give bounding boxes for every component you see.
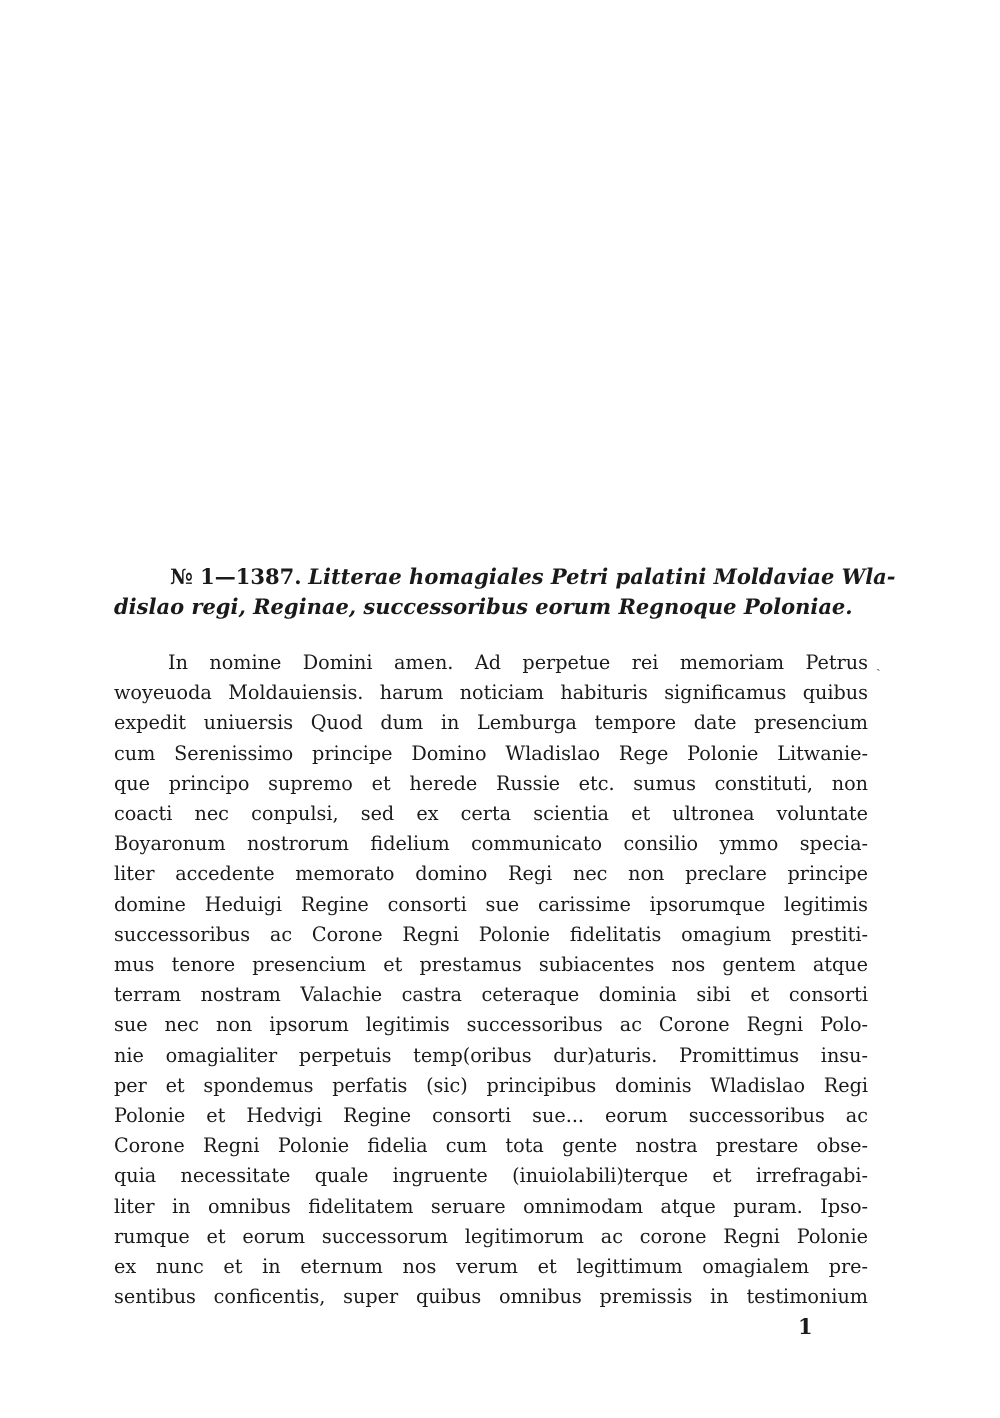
body-line: domine Heduigi Regine consorti sue carissime ipsorumque legitimis [114, 892, 868, 916]
body-line: Boyaronum nostrorum fidelium communicato consilio ymmo specia- [114, 832, 868, 856]
body-line: expedit uniuersis Quod dum in Lemburga tempore date presencium [114, 711, 868, 735]
body-line: cum Serenissimo principe Domino Wladislao Rege Polonie Litwanie- [114, 741, 868, 765]
body-line: Polonie et Hedvigi Regine consorti sue... eorum successoribus ac [114, 1104, 868, 1128]
document-heading [114, 562, 896, 622]
body-line: nie omagialiter perpetuis temp(oribus dur)aturis. Promittimus insu- [114, 1043, 868, 1067]
body-line: terram nostram Valachie castra ceteraque dominia sibi et consorti [114, 983, 868, 1007]
body-line: ex nunc et in eternum nos verum et legittimum omagialem pre- [114, 1255, 868, 1279]
body-line: sue nec non ipsorum legitimis successoribus ac Corone Regni Polo- [114, 1013, 868, 1037]
margin-mark: ˎ [876, 656, 881, 672]
body-line: per et spondemus perfatis (sic) principibus dominis Wladislao Regi [114, 1073, 868, 1097]
document-body [114, 648, 868, 1312]
body-line: successoribus ac Corone Regni Polonie fidelitatis omagium prestiti- [114, 922, 868, 946]
body-line: liter accedente memorato domino Regi nec non preclare principe [114, 862, 868, 886]
body-line: liter in omnibus fidelitatem seruare omnimodam atque puram. Ipso- [114, 1194, 868, 1218]
body-line: mus tenore presencium et prestamus subiacentes nos gentem atque [114, 953, 868, 977]
body-line: In nomine Domini amen. Ad perpetue rei memoriam Petrus [168, 651, 868, 674]
body-line: que principo supremo et herede Russie etc. sumus constituti, non [114, 771, 868, 795]
body-line: sentibus conficentis, super quibus omnibus premissis in testimonium [114, 1285, 868, 1309]
heading-line-1 [114, 562, 896, 592]
body-line: woyeuoda Moldauiensis. harum noticiam habituris significamus quibus [114, 681, 868, 705]
heading-line-2: dislao regi, Reginae, successoribus eorum Regnoque Poloniae. [114, 594, 853, 619]
body-line: coacti nec conpulsi, sed ex certa scientia et ultronea voluntate [114, 802, 868, 826]
body-line: quia necessitate quale ingruente (inuiolabili)terque et irrefragabi- [114, 1164, 868, 1188]
heading-title-part-1: Litterae homagiales Petri palatini Moldaviae Wla- [308, 564, 896, 589]
page-number: 1 [798, 1314, 813, 1339]
body-line: Corone Regni Polonie fidelia cum tota gente nostra prestare obse- [114, 1134, 868, 1158]
body-line: rumque et eorum successorum legitimorum ac corone Regni Polonie [114, 1224, 868, 1248]
document-number: № 1—1387. [170, 564, 302, 589]
